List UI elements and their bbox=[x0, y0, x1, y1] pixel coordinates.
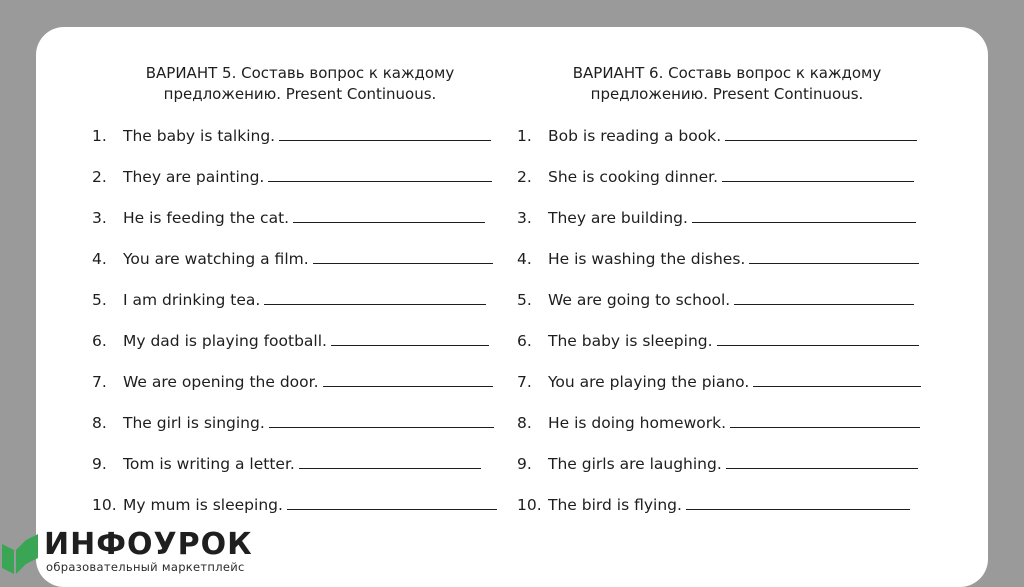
list-item bbox=[92, 208, 497, 249]
item-sentence: We are going to school. bbox=[548, 291, 731, 309]
list-item bbox=[517, 331, 921, 372]
item-sentence: The girl is singing. bbox=[123, 414, 265, 432]
list-item bbox=[92, 126, 497, 167]
item-number: 6. bbox=[517, 332, 532, 350]
answer-blank[interactable] bbox=[753, 372, 921, 387]
answer-blank[interactable] bbox=[268, 167, 492, 182]
answer-blank[interactable] bbox=[726, 454, 918, 469]
item-number: 1. bbox=[92, 127, 107, 145]
variant-6-column bbox=[517, 63, 937, 514]
variant-5-column bbox=[92, 63, 508, 514]
item-number: 1. bbox=[517, 127, 532, 145]
list-item bbox=[517, 167, 921, 208]
item-sentence: Tom is writing a letter. bbox=[123, 455, 295, 473]
item-sentence: He is washing the dishes. bbox=[548, 250, 746, 268]
answer-blank[interactable] bbox=[692, 208, 916, 223]
answer-blank[interactable] bbox=[293, 208, 485, 223]
list-item bbox=[92, 454, 497, 495]
answer-blank[interactable] bbox=[686, 495, 910, 510]
item-number: 3. bbox=[517, 209, 532, 227]
answer-blank[interactable] bbox=[323, 372, 493, 387]
answer-blank[interactable] bbox=[331, 331, 489, 346]
item-number: 8. bbox=[517, 414, 532, 432]
item-number: 5. bbox=[517, 291, 532, 309]
item-sentence: My mum is sleeping. bbox=[123, 496, 283, 514]
item-number: 10. bbox=[517, 496, 542, 514]
variant-5-list bbox=[92, 126, 497, 536]
variant-6-heading-line1: ВАРИАНТ 6. Составь вопрос к каждому bbox=[572, 64, 882, 82]
variant-6-list bbox=[517, 126, 921, 536]
answer-blank[interactable] bbox=[279, 126, 491, 141]
answer-blank[interactable] bbox=[717, 331, 919, 346]
item-number: 9. bbox=[517, 455, 532, 473]
item-number: 7. bbox=[92, 373, 107, 391]
answer-blank[interactable] bbox=[287, 495, 497, 510]
answer-blank[interactable] bbox=[730, 413, 920, 428]
list-item bbox=[92, 290, 497, 331]
list-item bbox=[92, 167, 497, 208]
item-sentence: The girls are laughing. bbox=[548, 455, 722, 473]
item-sentence: We are opening the door. bbox=[123, 373, 319, 391]
item-sentence: He is doing homework. bbox=[548, 414, 727, 432]
answer-blank[interactable] bbox=[725, 126, 917, 141]
item-number: 2. bbox=[92, 168, 107, 186]
list-item bbox=[517, 208, 921, 249]
answer-blank[interactable] bbox=[749, 249, 919, 264]
answer-blank[interactable] bbox=[313, 249, 493, 264]
list-item bbox=[517, 126, 921, 167]
item-sentence: She is cooking dinner. bbox=[548, 168, 719, 186]
answer-blank[interactable] bbox=[734, 290, 914, 305]
item-sentence: He is feeding the cat. bbox=[123, 209, 290, 227]
item-number: 3. bbox=[92, 209, 107, 227]
item-sentence: They are painting. bbox=[123, 168, 265, 186]
item-number: 6. bbox=[92, 332, 107, 350]
item-sentence: The bird is flying. bbox=[548, 496, 682, 514]
list-item bbox=[517, 249, 921, 290]
infourok-logo[interactable] bbox=[0, 528, 290, 576]
item-sentence: I am drinking tea. bbox=[123, 291, 261, 309]
item-number: 9. bbox=[92, 455, 107, 473]
item-number: 5. bbox=[92, 291, 107, 309]
answer-blank[interactable] bbox=[269, 413, 494, 428]
item-number: 8. bbox=[92, 414, 107, 432]
item-number: 7. bbox=[517, 373, 532, 391]
answer-blank[interactable] bbox=[299, 454, 481, 469]
answer-blank[interactable] bbox=[264, 290, 486, 305]
item-number: 4. bbox=[92, 250, 107, 268]
item-sentence: The baby is sleeping. bbox=[548, 332, 713, 350]
list-item bbox=[92, 372, 497, 413]
list-item bbox=[517, 495, 921, 536]
list-item bbox=[517, 372, 921, 413]
item-number: 2. bbox=[517, 168, 532, 186]
variant-6-heading-line2: предложению. Present Continuous. bbox=[590, 85, 864, 103]
answer-blank[interactable] bbox=[722, 167, 914, 182]
book-leaf-icon bbox=[0, 534, 42, 574]
item-number: 10. bbox=[92, 496, 117, 514]
item-sentence: My dad is playing football. bbox=[123, 332, 327, 350]
variant-6-heading bbox=[517, 63, 937, 105]
list-item bbox=[92, 331, 497, 372]
item-sentence: You are playing the piano. bbox=[548, 373, 750, 391]
item-sentence: Bob is reading a book. bbox=[548, 127, 722, 145]
item-number: 4. bbox=[517, 250, 532, 268]
logo-tagline: образовательный маркетплейс bbox=[46, 560, 245, 574]
variant-5-heading-line2: предложению. Present Continuous. bbox=[163, 85, 437, 103]
logo-name: ИНФОУРОК bbox=[44, 527, 253, 562]
item-sentence: You are watching a film. bbox=[123, 250, 309, 268]
list-item bbox=[92, 249, 497, 290]
item-sentence: They are building. bbox=[548, 209, 688, 227]
list-item bbox=[517, 290, 921, 331]
list-item bbox=[517, 413, 921, 454]
list-item bbox=[517, 454, 921, 495]
item-sentence: The baby is talking. bbox=[123, 127, 276, 145]
variant-5-heading bbox=[92, 63, 508, 105]
list-item bbox=[92, 413, 497, 454]
variant-5-heading-line1: ВАРИАНТ 5. Составь вопрос к каждому bbox=[145, 64, 455, 82]
